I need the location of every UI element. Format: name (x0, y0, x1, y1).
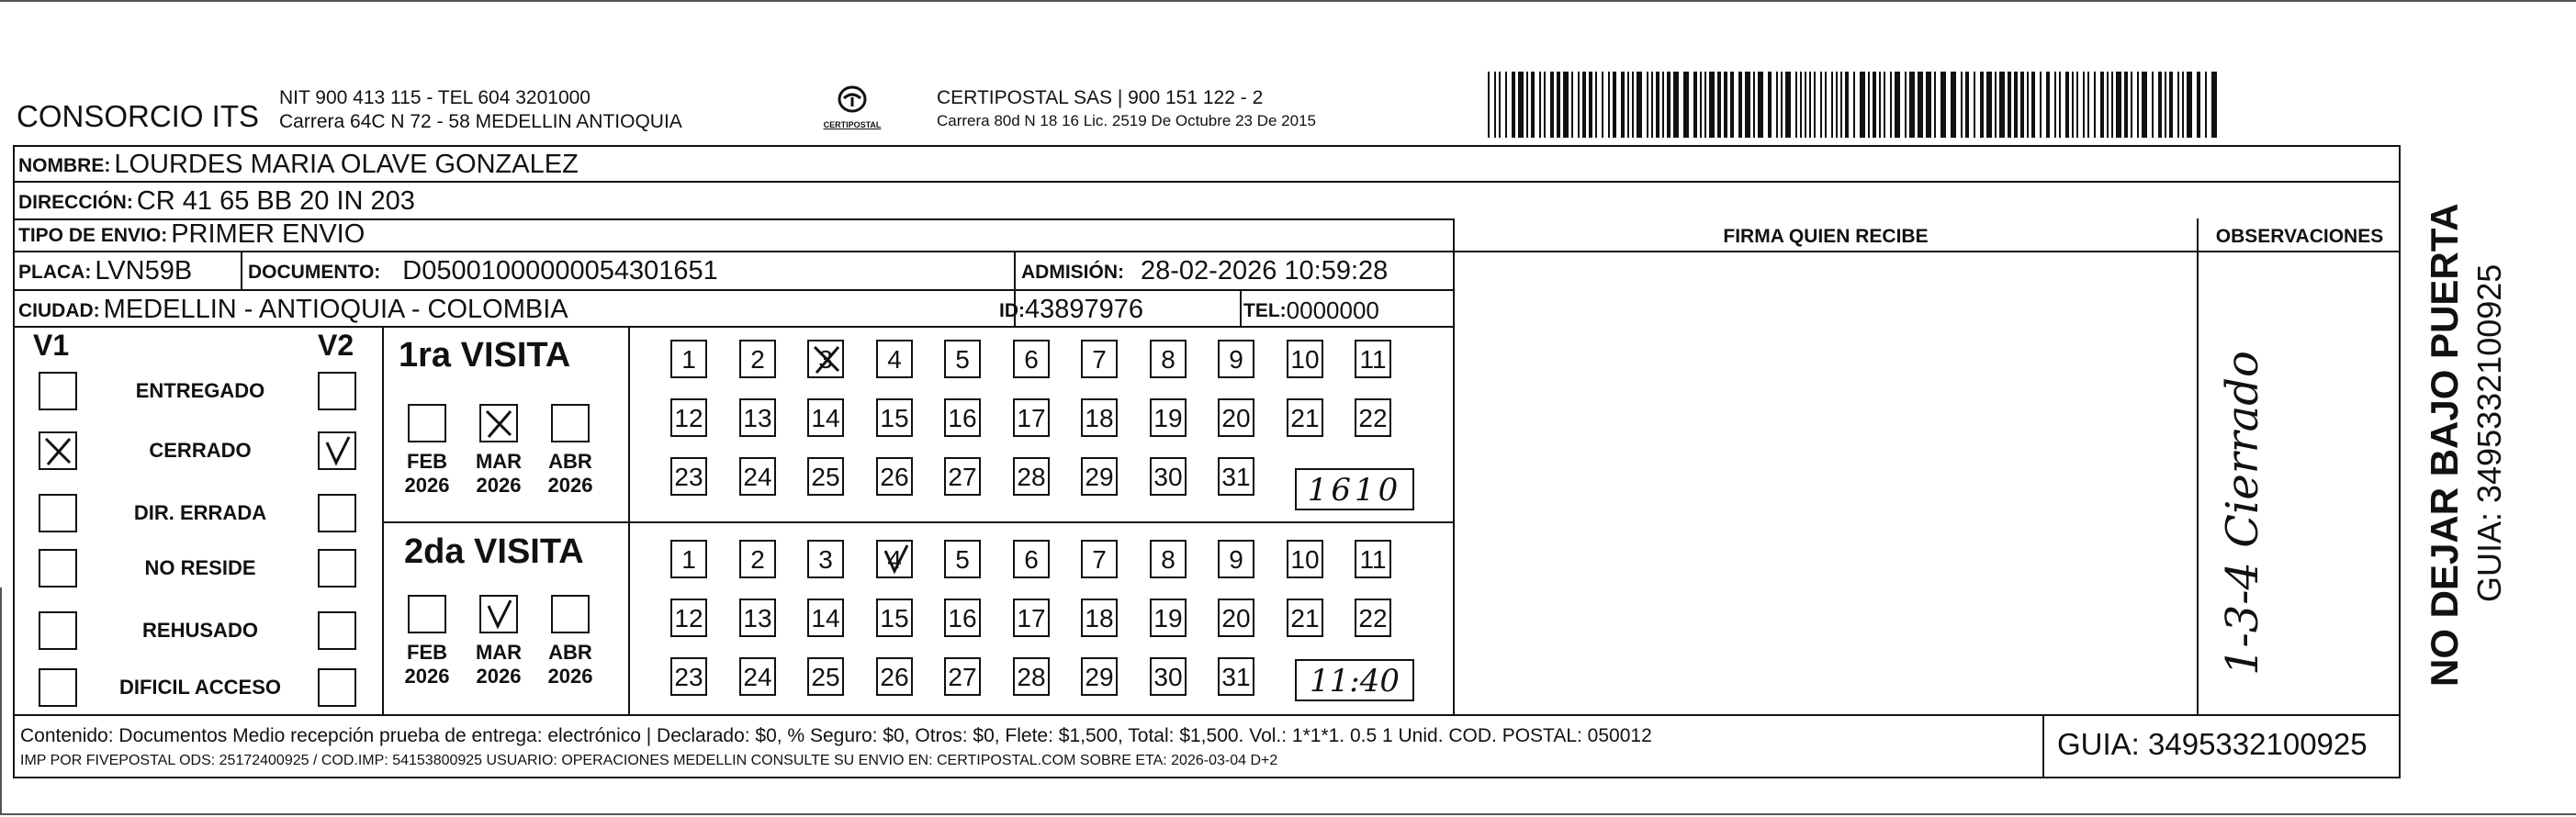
direccion-row (18, 184, 415, 217)
tel-label: TEL: (1243, 300, 1287, 321)
v1-days-day-11[interactable]: 11 (1355, 340, 1391, 378)
id-value: 43897976 (1025, 295, 1144, 324)
nombre-row (18, 147, 579, 180)
v1-mark-icon (40, 433, 75, 468)
v2-days-day-28[interactable]: 28 (1013, 657, 1050, 696)
placa-row (18, 253, 192, 286)
v2-days-day-14[interactable]: 14 (807, 599, 844, 637)
v2-checkbox-1[interactable] (318, 431, 356, 470)
documento-row (248, 253, 718, 286)
id-row (999, 292, 1143, 325)
v2-days-day-3[interactable]: 3 (807, 540, 844, 578)
v1-days-day-21[interactable]: 21 (1287, 398, 1323, 437)
side-title: NO DEJAR BAJO PUERTA (2423, 203, 2466, 687)
second-visit-time: 11:40 (1295, 659, 1414, 701)
v1-days-day-14[interactable]: 14 (807, 398, 844, 437)
v1-days-day-20[interactable]: 20 (1218, 398, 1254, 437)
side-guia: GUIA: 3495332100925 (2470, 263, 2508, 602)
v2-days-day-4[interactable]: 4 (876, 540, 913, 578)
placa-label: PLACA: (18, 262, 92, 283)
second-visit-title: 2da VISITA (404, 532, 584, 571)
v2-days-day-16[interactable]: 16 (944, 599, 981, 637)
v2-days-day-13[interactable]: 13 (739, 599, 776, 637)
tipo-row (18, 220, 365, 250)
v1-days-day-7[interactable]: 7 (1081, 340, 1118, 378)
scan-bottom-edge (0, 813, 2576, 815)
v1-days-day-10[interactable]: 10 (1287, 340, 1323, 378)
documento-label: DOCUMENTO: (248, 262, 381, 283)
nombre-label: NOMBRE: (18, 155, 111, 176)
v1-days-day-6[interactable]: 6 (1013, 340, 1050, 378)
v1-months-month-label-2: ABR 2026 (547, 450, 593, 497)
v2-days-day-12[interactable]: 12 (670, 599, 707, 637)
v2-months-month-label-1: MAR 2026 (475, 641, 523, 688)
v2-days-day-5[interactable]: 5 (944, 540, 981, 578)
v1-checkbox-5[interactable] (39, 668, 77, 707)
status-label-5: DIFICIL ACCESO (118, 676, 281, 699)
v1-days-day-30[interactable]: 30 (1150, 457, 1187, 496)
v1-header: V1 (33, 329, 70, 362)
v2-days-day-25[interactable]: 25 (807, 657, 844, 696)
tel-value: 0000000 (1286, 297, 1379, 324)
v1-months-month-checkbox-0[interactable] (408, 404, 446, 442)
v2-months-month-label-0: FEB 2026 (404, 641, 450, 688)
v1-days-day-18[interactable]: 18 (1081, 398, 1118, 437)
tipo-value: PRIMER ENVIO (171, 220, 366, 249)
admision-row (1021, 253, 1388, 286)
v1-days-day-4[interactable]: 4 (876, 340, 913, 378)
v2-days-day-20[interactable]: 20 (1218, 599, 1254, 637)
v2-days-day-29[interactable]: 29 (1081, 657, 1118, 696)
v2-days-day-21[interactable]: 21 (1287, 599, 1323, 637)
status-label-4: REHUSADO (142, 619, 258, 642)
v2-days-day-30[interactable]: 30 (1150, 657, 1187, 696)
v1-days-day-26[interactable]: 26 (876, 457, 913, 496)
v1-days-day-12[interactable]: 12 (670, 398, 707, 437)
v2-months-month-checkbox-1[interactable] (479, 595, 518, 633)
v1-days-day-22[interactable]: 22 (1355, 398, 1391, 437)
status-label-2: DIR. ERRADA (133, 501, 267, 524)
v1-days-day-9[interactable]: 9 (1218, 340, 1254, 378)
v1-days-day-27[interactable]: 27 (944, 457, 981, 496)
v1-days-day-2[interactable]: 2 (739, 340, 776, 378)
v1-months-month-label-1: MAR 2026 (475, 450, 523, 497)
v2-days-day-22[interactable]: 22 (1355, 599, 1391, 637)
v2-checkbox-5[interactable] (318, 668, 356, 707)
certipostal-logo: CERTIPOSTAL (812, 84, 893, 129)
v1-days-day-13[interactable]: 13 (739, 398, 776, 437)
scan-left-edge (0, 588, 2, 815)
tipo-label: TIPO DE ENVIO: (18, 225, 168, 246)
footer-content: Contenido: Documentos Medio recepción prueba de entrega: electrónico | Declarado: $0, % Seguro: $0, Otros: $0, Flete: $1,500, Total: $1,500. Vol.: 1*1*1. 0.5 1 Unid. COD. POSTAL: 050012 (20, 725, 1652, 746)
v1-days-day-17[interactable]: 17 (1013, 398, 1050, 437)
v1-days-day-31[interactable]: 31 (1218, 457, 1254, 496)
v2-days-day-31[interactable]: 31 (1218, 657, 1254, 696)
status-label-0: ENTREGADO (135, 379, 265, 402)
v2-days-day-27[interactable]: 27 (944, 657, 981, 696)
v2-checkbox-0[interactable] (318, 372, 356, 410)
v2-days-day-26[interactable]: 26 (876, 657, 913, 696)
v1-days-day-5[interactable]: 5 (944, 340, 981, 378)
v1-checkbox-4[interactable] (39, 611, 77, 650)
v1-checkbox-2[interactable] (39, 494, 77, 532)
v2-days-day-8[interactable]: 8 (1150, 540, 1187, 578)
v2-days-day-11[interactable]: 11 (1355, 540, 1391, 578)
v1-days-day-15[interactable]: 15 (876, 398, 913, 437)
direccion-label: DIRECCIÓN: (18, 192, 133, 213)
v2-days-day-1[interactable]: 1 (670, 540, 707, 578)
company-nit: NIT 900 413 115 - TEL 604 3201000 (279, 87, 591, 108)
ciudad-label: CIUDAD: (18, 300, 100, 321)
status-label-1: CERRADO (149, 439, 252, 462)
v2-months-month-label-2: ABR 2026 (547, 641, 593, 688)
nombre-value: LOURDES MARIA OLAVE GONZALEZ (114, 150, 579, 179)
v2-months-month-checkbox-2[interactable] (551, 595, 590, 633)
v1-months-month-checkbox-2[interactable] (551, 404, 590, 442)
observaciones-label: OBSERVACIONES (2215, 226, 2384, 247)
v2-months-month-checkbox-0[interactable] (408, 595, 446, 633)
v1-days-day-19[interactable]: 19 (1150, 398, 1187, 437)
partner-line2: Carrera 80d N 18 16 Lic. 2519 De Octubre 23 De 2015 (937, 112, 1316, 129)
v1-months-month-label-0: FEB 2026 (404, 450, 450, 497)
v2-days-day-24[interactable]: 24 (739, 657, 776, 696)
footer-print-info: IMP POR FIVEPOSTAL ODS: 25172400925 / COD.IMP: 54153800925 USUARIO: OPERACIONES MEDELLIN CONSULTE SU ENVIO EN: CERTIPOSTAL.COM SOBRE ETA: 2026-03-04 D+2 (20, 753, 1278, 768)
v2-days-day-7[interactable]: 7 (1081, 540, 1118, 578)
v2-header: V2 (318, 329, 354, 362)
placa-value: LVN59B (95, 256, 193, 285)
v2-days-day-9[interactable]: 9 (1218, 540, 1254, 578)
id-label: ID: (999, 300, 1025, 321)
tel-row (1243, 292, 1379, 325)
v2-checkbox-2[interactable] (318, 494, 356, 532)
scan-top-edge (0, 0, 2576, 2)
v2-days-day-18[interactable]: 18 (1081, 599, 1118, 637)
v1-days-day-23[interactable]: 23 (670, 457, 707, 496)
status-label-3: NO RESIDE (144, 556, 256, 579)
observaciones-handwriting: 1-3-4 Cierrado (2217, 351, 2268, 676)
v1-months-month-checkbox-1[interactable] (479, 404, 518, 442)
v2-days-day-6[interactable]: 6 (1013, 540, 1050, 578)
v1-days-day-24[interactable]: 24 (739, 457, 776, 496)
v1-checkbox-0[interactable] (39, 372, 77, 410)
v1-checkbox-3[interactable] (39, 549, 77, 588)
ciudad-value: MEDELLIN - ANTIOQUIA - COLOMBIA (103, 295, 568, 324)
ciudad-row (18, 292, 568, 325)
v2-days-day-17[interactable]: 17 (1013, 599, 1050, 637)
firma-label: FIRMA QUIEN RECIBE (1723, 226, 1929, 247)
v1-days-day-16[interactable]: 16 (944, 398, 981, 437)
barcode (1488, 72, 2222, 138)
v2-days-day-15[interactable]: 15 (876, 599, 913, 637)
v2-checkbox-4[interactable] (318, 611, 356, 650)
v2-days-day-23[interactable]: 23 (670, 657, 707, 696)
v2-mark-icon (320, 433, 354, 468)
v1-checkbox-1[interactable] (39, 431, 77, 470)
v1-days-day-8[interactable]: 8 (1150, 340, 1187, 378)
company-address: Carrera 64C N 72 - 58 MEDELLIN ANTIOQUIA (279, 111, 682, 132)
footer-guia: GUIA: 3495332100925 (2057, 727, 2368, 761)
first-visit-title: 1ra VISITA (399, 336, 571, 375)
v2-days-day-19[interactable]: 19 (1150, 599, 1187, 637)
company-name: CONSORCIO ITS (17, 99, 260, 133)
v2-days-day-10[interactable]: 10 (1287, 540, 1323, 578)
v2-checkbox-3[interactable] (318, 549, 356, 588)
first-visit-time: 1610 (1295, 468, 1414, 510)
v2-days-day-2[interactable]: 2 (739, 540, 776, 578)
v1-days-day-25[interactable]: 25 (807, 457, 844, 496)
v1-days-day-29[interactable]: 29 (1081, 457, 1118, 496)
direccion-value: CR 41 65 BB 20 IN 203 (136, 186, 415, 216)
v1-days-day-28[interactable]: 28 (1013, 457, 1050, 496)
documento-value: D05001000000054301651 (402, 256, 718, 285)
partner-line1: CERTIPOSTAL SAS | 900 151 122 - 2 (937, 87, 1264, 108)
v1-days-day-3[interactable]: 3 (807, 340, 844, 378)
v1-days-day-1[interactable]: 1 (670, 340, 707, 378)
admision-label: ADMISIÓN: (1021, 262, 1124, 283)
admision-value: 28-02-2026 10:59:28 (1141, 256, 1389, 285)
